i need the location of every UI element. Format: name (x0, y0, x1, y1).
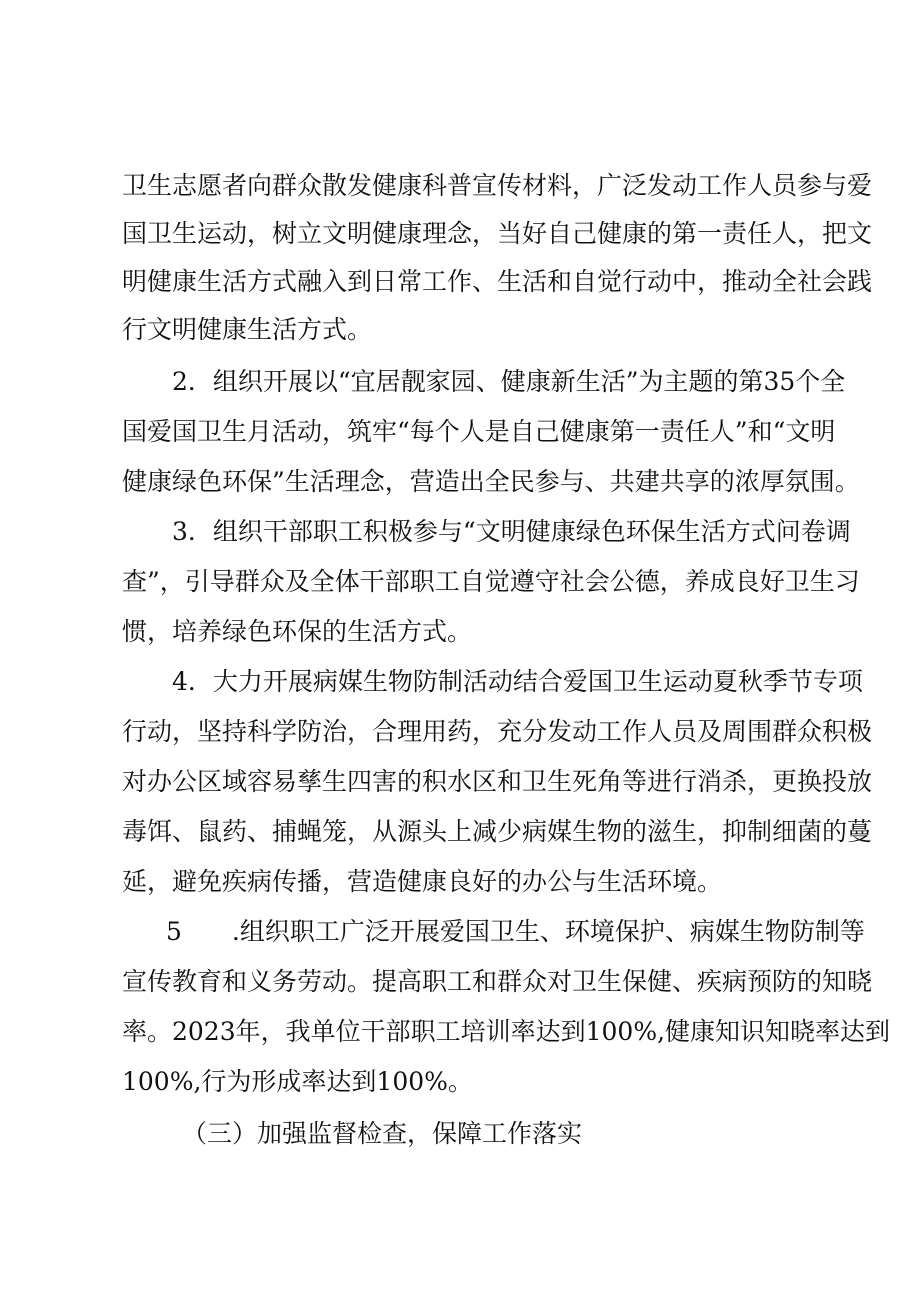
paragraph-line: 健康绿色环保”生活理念，营造出全民参与、共建共享的浓厚氛围。 (122, 467, 860, 496)
paragraph-line: 率。2023年，我单位干部职工培训率达到100%,健康知识知晓率达到 (122, 1017, 891, 1046)
paragraph-line: 延，避免疾病传播，营造健康良好的办公与生活环境。 (122, 867, 723, 896)
paragraph-line: 2．组织开展以“宜居靓家园、健康新生活”为主题的第35个全 (172, 367, 846, 396)
paragraph-line: 行文明健康生活方式。 (122, 315, 373, 344)
paragraph-line: 4．大力开展病媒生物防制活动结合爱国卫生运动夏秋季节专项 (172, 667, 863, 696)
paragraph-line: 毒饵、鼠药、捕蝇笼，从源头上减少病媒生物的滋生，抑制细菌的蔓 (122, 817, 873, 846)
paragraph-line: 5 .组织职工广泛开展爱国卫生、环境保护、病媒生物防制等 (166, 917, 865, 946)
paragraph-line: 惯，培养绿色环保的生活方式。 (122, 617, 473, 646)
paragraph-line: 100%,行为形成率达到100%。 (122, 1067, 473, 1096)
paragraph-line: 明健康生活方式融入到日常工作、生活和自觉行动中，推动全社会践 (122, 267, 873, 296)
paragraph-line: 国卫生运动，树立文明健康理念，当好自己健康的第一责任人，把文 (122, 219, 873, 248)
paragraph-line: 查”，引导群众及全体干部职工自觉遵守社会公德，养成良好卫生习 (122, 567, 860, 596)
section-heading: （三）加强监督检查，保障工作落实 (182, 1119, 583, 1148)
paragraph-line: 卫生志愿者向群众散发健康科普宣传材料，广泛发动工作人员参与爱 (122, 171, 873, 200)
paragraph-line: 宣传教育和义务劳动。提高职工和群众对卫生保健、疾病预防的知晓 (122, 967, 873, 996)
paragraph-line: 3．组织干部职工积极参与“文明健康绿色环保生活方式问卷调 (172, 517, 851, 546)
paragraph-line: 行动，坚持科学防治，合理用药，充分发动工作人员及周围群众积极 (122, 717, 873, 746)
paragraph-line: 对办公区域容易孳生四害的积水区和卫生死角等进行消杀，更换投放 (122, 767, 873, 796)
paragraph-line: 国爱国卫生月活动，筑牢“每个人是自己健康第一责任人”和“文明 (122, 417, 836, 446)
